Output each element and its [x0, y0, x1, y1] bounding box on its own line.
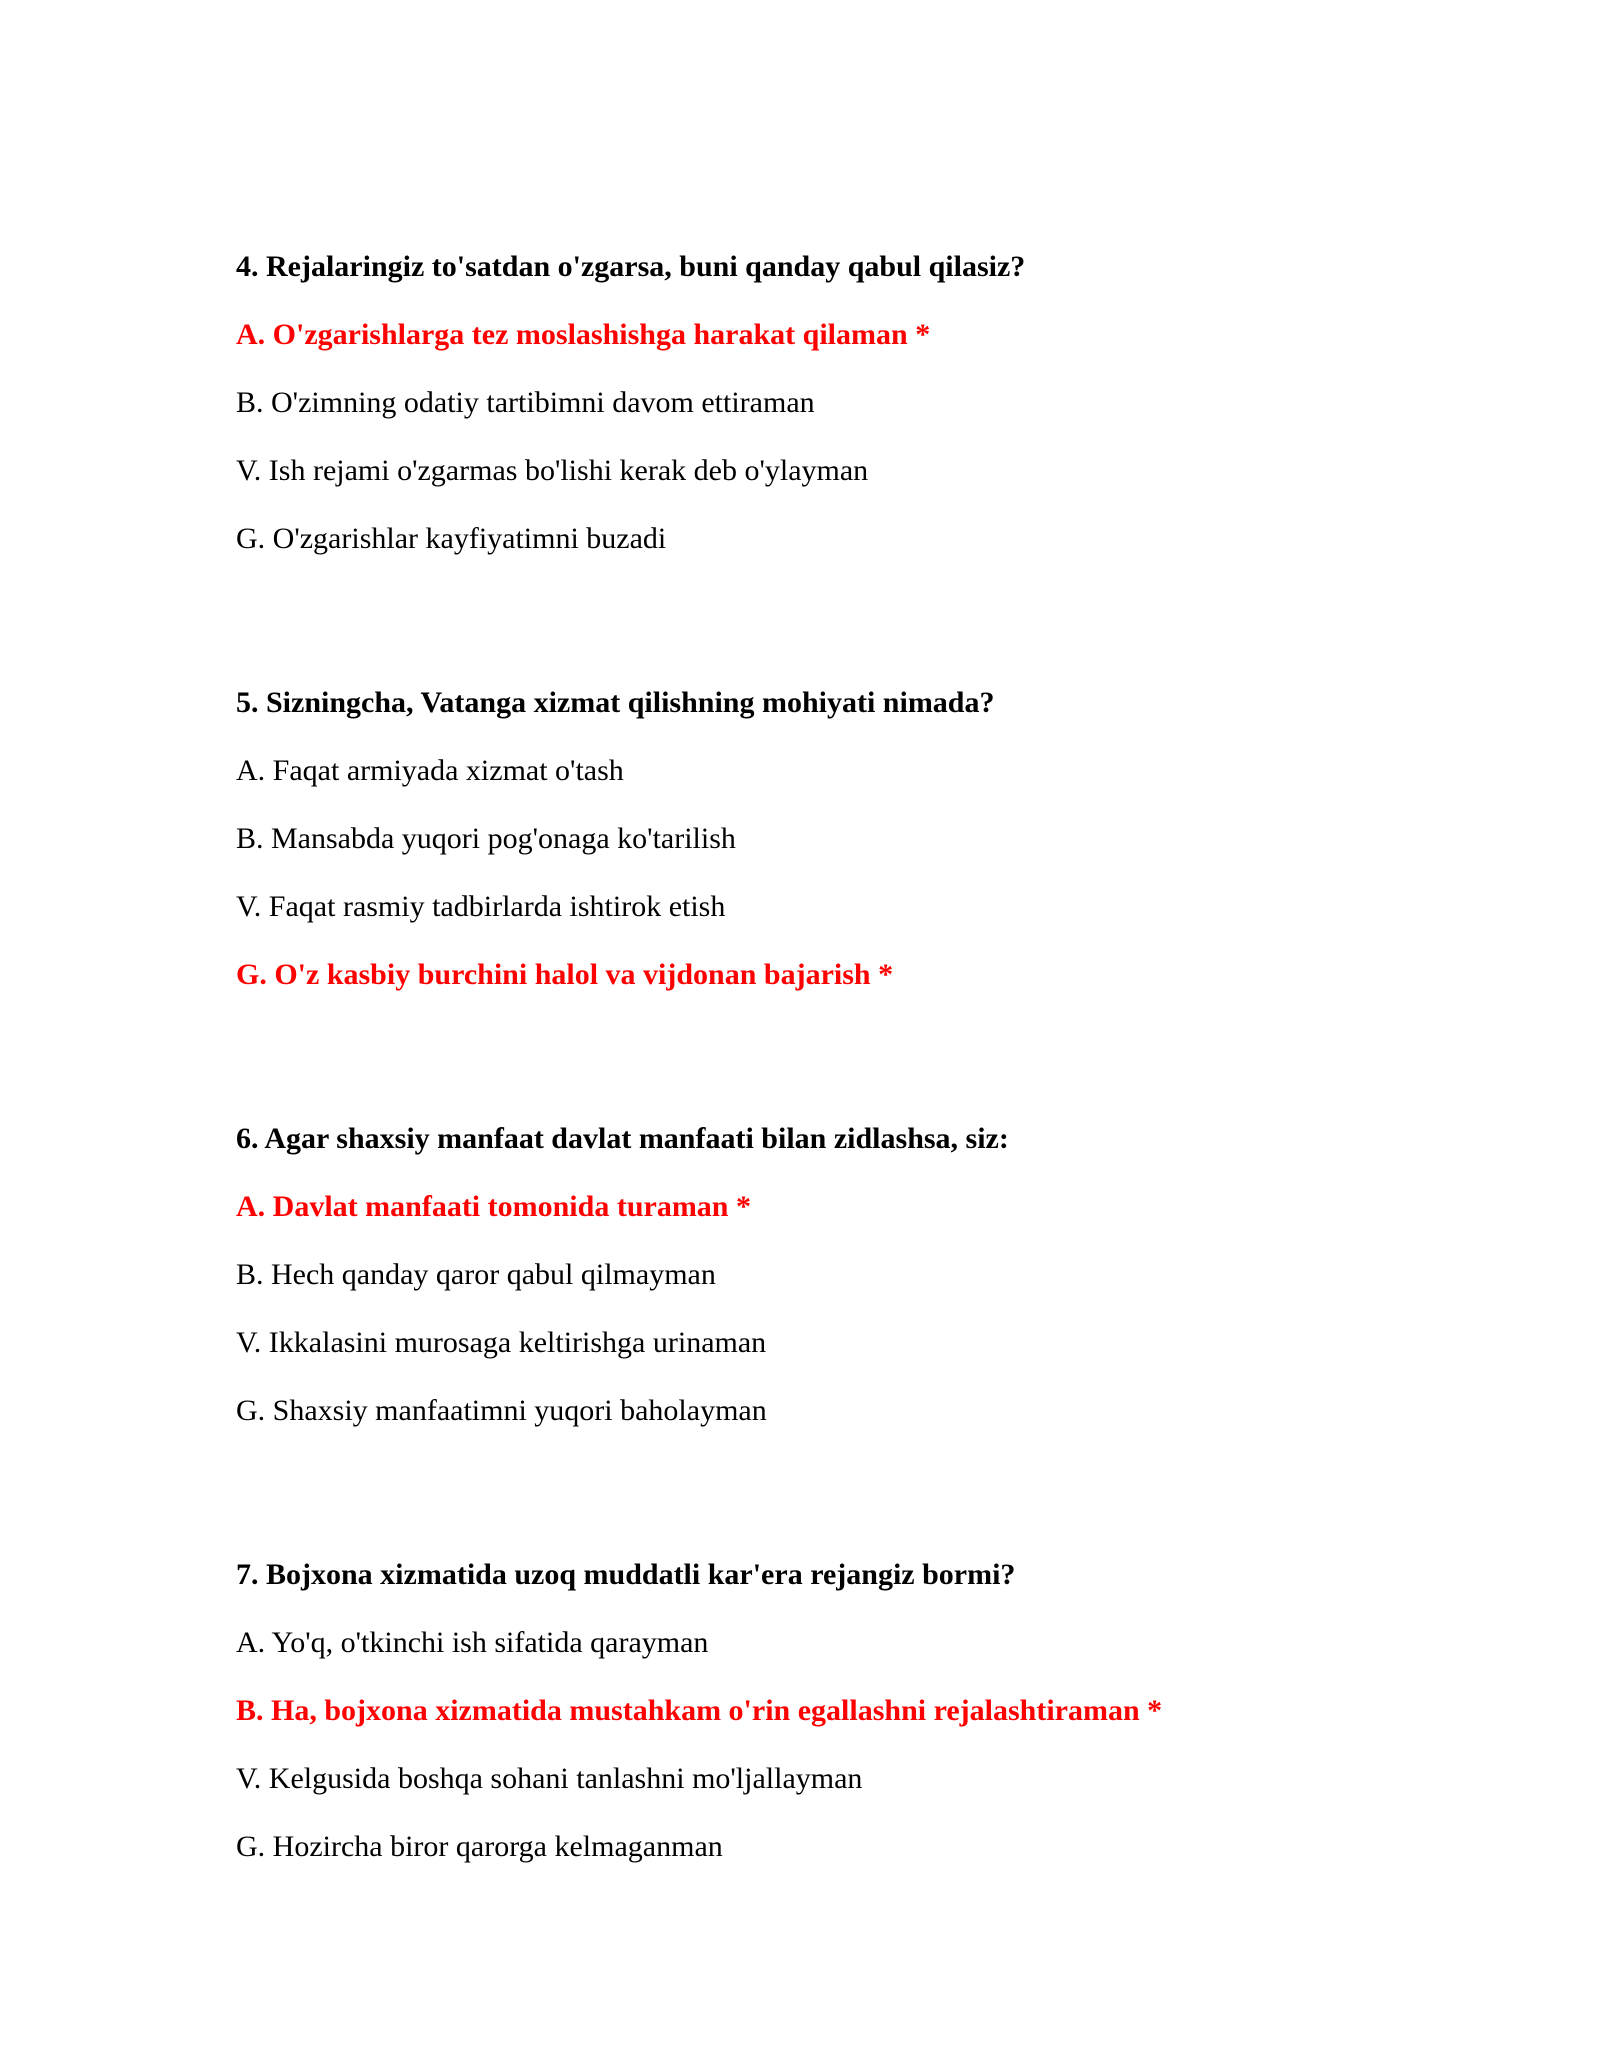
question-title: 4. Rejalaringiz to'satdan o'zgarsa, buni qanday qabul qilasiz? [236, 250, 1026, 283]
option-a-correct: A. O'zgarishlarga tez moslashishga harakat qilaman * [236, 318, 931, 351]
question-4 [236, 250, 1436, 556]
option-v: V. Ikkalasini murosaga keltirishga urinaman [236, 1326, 767, 1359]
option-g-correct: G. O'z kasbiy burchini halol va vijdonan bajarish * [236, 958, 894, 991]
option-a: A. Faqat armiyada xizmat o'tash [236, 754, 624, 787]
question-title: 5. Sizningcha, Vatanga xizmat qilishning mohiyati nimada? [236, 686, 995, 719]
option-g: G. Shaxsiy manfaatimni yuqori baholayman [236, 1394, 767, 1427]
question-6 [236, 1122, 1436, 1428]
question-7 [236, 1558, 1436, 1864]
question-5 [236, 686, 1436, 992]
option-g: G. O'zgarishlar kayfiyatimni buzadi [236, 522, 667, 555]
option-v: V. Faqat rasmiy tadbirlarda ishtirok etish [236, 890, 726, 923]
option-b: B. Hech qanday qaror qabul qilmayman [236, 1258, 716, 1291]
option-v: V. Kelgusida boshqa sohani tanlashni mo'ljallayman [236, 1762, 863, 1795]
option-v: V. Ish rejami o'zgarmas bo'lishi kerak deb o'ylayman [236, 454, 869, 487]
document-page [236, 250, 1436, 1994]
option-b: B. O'zimning odatiy tartibimni davom ettiraman [236, 386, 815, 419]
option-a: A. Yo'q, o'tkinchi ish sifatida qarayman [236, 1626, 709, 1659]
question-title: 7. Bojxona xizmatida uzoq muddatli kar'era rejangiz bormi? [236, 1558, 1016, 1591]
option-g: G. Hozircha biror qarorga kelmaganman [236, 1830, 723, 1863]
question-title: 6. Agar shaxsiy manfaat davlat manfaati bilan zidlashsa, siz: [236, 1122, 1009, 1155]
option-a-correct: A. Davlat manfaati tomonida turaman * [236, 1190, 751, 1223]
option-b-correct: B. Ha, bojxona xizmatida mustahkam o'rin egallashni rejalashtiraman * [236, 1694, 1163, 1727]
option-b: B. Mansabda yuqori pog'onaga ko'tarilish [236, 822, 736, 855]
